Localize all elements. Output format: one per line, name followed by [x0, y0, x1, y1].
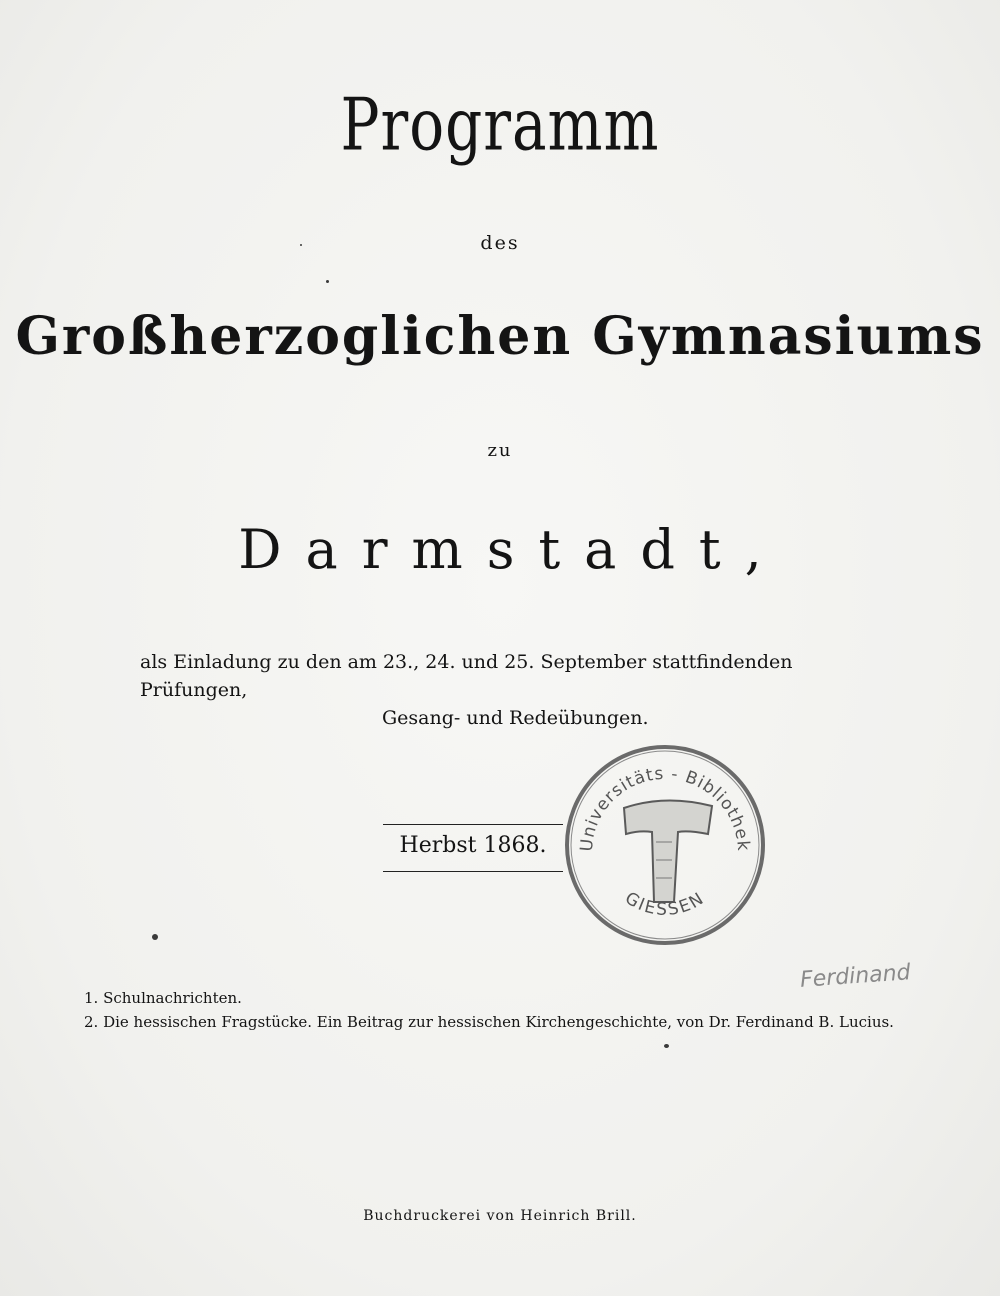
ink-speck — [300, 244, 302, 246]
invitation-text — [140, 648, 860, 732]
handwritten-annotation: Ferdinand — [799, 960, 912, 993]
printer-imprint: Buchdruckerei von Heinrich Brill. — [363, 1208, 637, 1224]
ink-speck — [326, 280, 329, 283]
contents-item: 2. Die hessischen Fragstücke. Ein Beitrag zur hessischen Kirchengeschichte, von Dr. Ferdinand B. Lucius. — [84, 1013, 894, 1031]
season-date: Herbst 1868. — [399, 833, 547, 858]
article-des: des — [480, 232, 520, 254]
season-box — [383, 824, 563, 872]
ink-speck — [152, 934, 158, 940]
invitation-line-1: als Einladung zu den am 23., 24. und 25. September stattfindenden Prüfungen, — [140, 651, 793, 701]
ink-speck — [664, 1044, 669, 1048]
contents-item: 1. Schulnachrichten. — [84, 989, 242, 1007]
preposition-zu: zu — [487, 440, 513, 461]
library-stamp — [562, 742, 768, 948]
tau-cross-icon — [624, 800, 712, 902]
institution-name: Großherzoglichen Gymnasiums — [15, 306, 985, 367]
stamp-city-text: GIESSEN — [621, 888, 709, 920]
city-name: Darmstadt, — [238, 518, 786, 581]
contents-list — [84, 986, 894, 1034]
page-title: Programm — [340, 82, 660, 167]
invitation-line-2: Gesang- und Redeübungen. — [382, 707, 649, 729]
stamp-arc-text: Universitäts - Bibliothek — [576, 763, 754, 853]
stamp-seal-icon — [562, 742, 768, 948]
